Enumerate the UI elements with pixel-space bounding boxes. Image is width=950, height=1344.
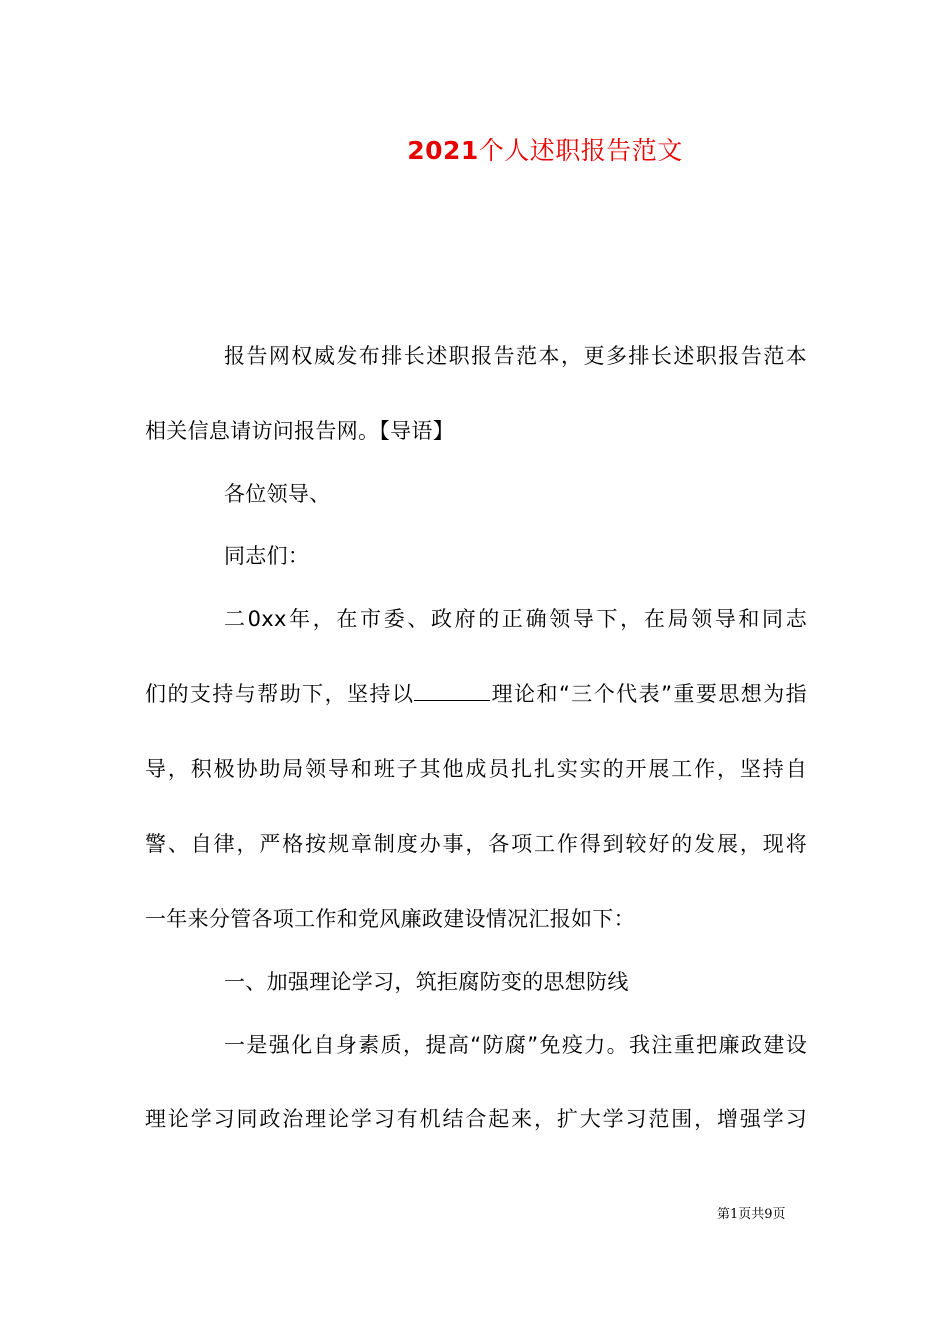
title-text: 个人述职报告范文 (478, 136, 683, 165)
line-4-part-1: 们的支持与帮助下，坚持以 (145, 682, 415, 706)
salutation-line-1: 各位领导、 (224, 482, 331, 506)
paragraph-line-9: 理论学习同政治理论学习有机结合起来，扩大学习范围，增强学习 (145, 1107, 807, 1131)
paragraph-line-4 (145, 679, 807, 709)
paragraph-line-5: 导，积极协助局领导和班子其他成员扎扎实实的开展工作，坚持自 (145, 757, 807, 781)
section-heading: 一、加强理论学习，筑拒腐防变的思想防线 (224, 970, 629, 994)
page-footer: 第1页共9页 (717, 1207, 786, 1222)
salutation-line-2: 同志们： (224, 544, 310, 568)
paragraph-line-1: 报告网权威发布排长述职报告范本，更多排长述职报告范本 (224, 344, 807, 368)
paragraph-line-2: 相关信息请访问报告网。【导语】 (145, 419, 454, 443)
document-title (0, 128, 950, 174)
paragraph-line-3: 二0xx年，在市委、政府的正确领导下，在局领导和同志 (224, 607, 807, 631)
paragraph-line-7: 一年来分管各项工作和党风廉政建设情况汇报如下： (145, 907, 635, 931)
paragraph-line-6: 警、自律，严格按规章制度办事，各项工作得到较好的发展，现将 (145, 832, 807, 856)
line-4-part-2: 理论和“三个代表”重要思想为指 (490, 682, 807, 706)
fill-in-blank (414, 682, 490, 701)
paragraph-line-8: 一是强化自身素质，提高“防腐”免疫力。我注重把廉政建设 (224, 1033, 807, 1057)
title-year: 2021 (407, 136, 479, 165)
